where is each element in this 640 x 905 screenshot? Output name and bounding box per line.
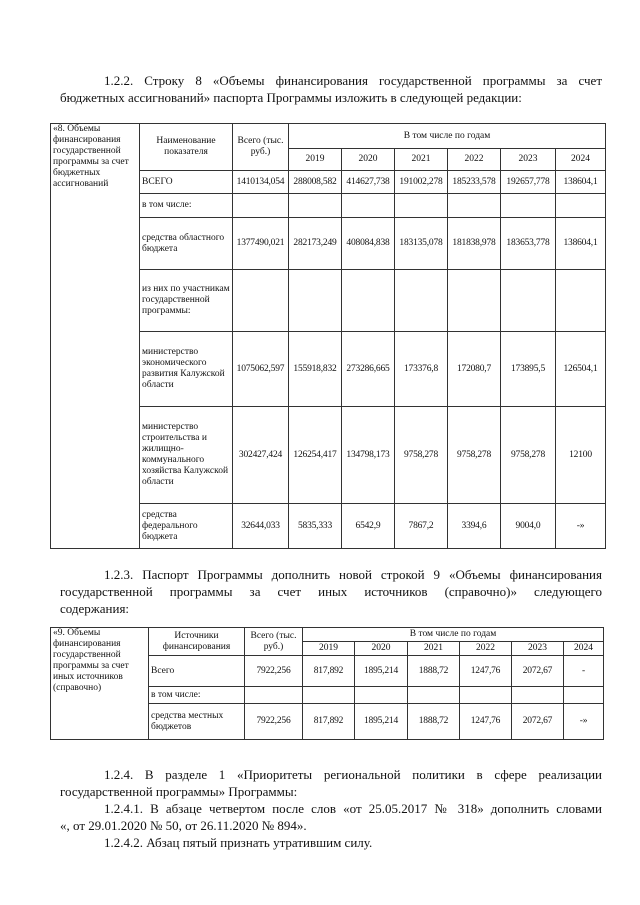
- row-label: из них по участникам государственной программы:: [140, 270, 233, 332]
- row-title-cell: «8. Объемы финансирования государственной программы за счет бюджетных ассигнований: [51, 124, 140, 549]
- cell-value: 2072,67: [512, 704, 564, 740]
- cell-value: [395, 194, 448, 218]
- cell-value: 408084,838: [342, 218, 395, 270]
- cell-total: [233, 270, 289, 332]
- text-line: 1.2.4. В разделе 1 «Приоритеты региональной политики в сфере реализации: [104, 767, 602, 782]
- cell-value: 138604,1: [556, 171, 606, 194]
- cell-value: 126504,1: [556, 332, 606, 407]
- cell-value: -»: [564, 704, 604, 740]
- header-year: 2020: [355, 642, 408, 656]
- cell-value: [564, 687, 604, 704]
- cell-value: [556, 270, 606, 332]
- cell-value: 7867,2: [395, 504, 448, 549]
- header-year: 2024: [556, 149, 606, 171]
- cell-value: -: [564, 656, 604, 687]
- financing-table-other-sources: [50, 627, 604, 740]
- cell-value: [501, 194, 556, 218]
- cell-value: 1247,76: [460, 704, 512, 740]
- cell-value: 9758,278: [501, 407, 556, 504]
- header-year: 2024: [564, 642, 604, 656]
- cell-value: 183653,778: [501, 218, 556, 270]
- cell-value: [460, 687, 512, 704]
- cell-value: 1247,76: [460, 656, 512, 687]
- text-line: 1.2.4.1. В абзаце четвертом после слов «от 25.05.2017 № 318» дополнить словами: [104, 801, 602, 816]
- cell-value: [342, 270, 395, 332]
- header-year: 2021: [408, 642, 460, 656]
- header-years-group: В том числе по годам: [303, 628, 604, 642]
- row-label: министерство строительства и жилищно-коммунального хозяйства Калужской области: [140, 407, 233, 504]
- row-title-cell: «9. Объемы финансирования государственной программы за счет иных источников (справочно): [51, 628, 149, 740]
- financing-table-budget: [50, 123, 606, 549]
- cell-value: 5835,333: [289, 504, 342, 549]
- cell-value: [289, 194, 342, 218]
- cell-total: 7922,256: [245, 656, 303, 687]
- cell-value: 173895,5: [501, 332, 556, 407]
- cell-value: [355, 687, 408, 704]
- cell-value: 817,892: [303, 704, 355, 740]
- paragraph-1-2-2: [60, 72, 602, 106]
- header-total: Всего (тыс. руб.): [233, 124, 289, 171]
- cell-value: [501, 270, 556, 332]
- cell-value: 273286,665: [342, 332, 395, 407]
- header-year: 2023: [501, 149, 556, 171]
- cell-value: 185233,578: [448, 171, 501, 194]
- row-label: в том числе:: [149, 687, 245, 704]
- cell-total: 7922,256: [245, 704, 303, 740]
- row-label: Всего: [149, 656, 245, 687]
- cell-value: 414627,738: [342, 171, 395, 194]
- text-line: государственной программы за счет иных источников (справочно)» следующего: [60, 584, 602, 599]
- cell-value: 183135,078: [395, 218, 448, 270]
- cell-value: 1895,214: [355, 656, 408, 687]
- header-year: 2021: [395, 149, 448, 171]
- cell-value: [556, 194, 606, 218]
- paragraph-1-2-4-1: [60, 800, 602, 834]
- cell-value: 134798,173: [342, 407, 395, 504]
- text-line: 1.2.4.2. Абзац пятый признать утратившим силу.: [104, 835, 373, 850]
- text-line: государственной программы» Программы:: [60, 784, 298, 799]
- text-line: бюджетных ассигнований» паспорта Программы изложить в следующей редакции:: [60, 90, 522, 105]
- cell-value: 1888,72: [408, 704, 460, 740]
- row-label: средства областного бюджета: [140, 218, 233, 270]
- paragraph-1-2-4: [60, 766, 602, 800]
- cell-value: [448, 194, 501, 218]
- cell-value: 191002,278: [395, 171, 448, 194]
- row-label: средства местных бюджетов: [149, 704, 245, 740]
- cell-value: [289, 270, 342, 332]
- cell-value: [512, 687, 564, 704]
- cell-value: -»: [556, 504, 606, 549]
- cell-value: 172080,7: [448, 332, 501, 407]
- text-line: 1.2.3. Паспорт Программы дополнить новой строкой 9 «Объемы финансирования: [104, 567, 602, 582]
- cell-total: [233, 194, 289, 218]
- header-year: 2022: [448, 149, 501, 171]
- row-label: средства федерального бюджета: [140, 504, 233, 549]
- cell-total: 1410134,054: [233, 171, 289, 194]
- header-name: Наименование показателя: [140, 124, 233, 171]
- cell-value: 173376,8: [395, 332, 448, 407]
- header-years-group: В том числе по годам: [289, 124, 606, 149]
- cell-value: 126254,417: [289, 407, 342, 504]
- cell-value: 9758,278: [395, 407, 448, 504]
- row-label: министерство экономического развития Калужской области: [140, 332, 233, 407]
- cell-value: 1895,214: [355, 704, 408, 740]
- header-year: 2022: [460, 642, 512, 656]
- header-year: 2019: [289, 149, 342, 171]
- text-line: 1.2.2. Строку 8 «Объемы финансирования государственной программы за счет: [104, 73, 602, 88]
- cell-value: 138604,1: [556, 218, 606, 270]
- cell-value: 9004,0: [501, 504, 556, 549]
- cell-value: 181838,978: [448, 218, 501, 270]
- cell-value: 192657,778: [501, 171, 556, 194]
- header-total: Всего (тыс. руб.): [245, 628, 303, 656]
- cell-value: 1888,72: [408, 656, 460, 687]
- header-name: Источники финансирования: [149, 628, 245, 656]
- cell-value: 12100: [556, 407, 606, 504]
- cell-value: 817,892: [303, 656, 355, 687]
- cell-value: 2072,67: [512, 656, 564, 687]
- cell-value: 155918,832: [289, 332, 342, 407]
- cell-value: 9758,278: [448, 407, 501, 504]
- cell-value: 288008,582: [289, 171, 342, 194]
- cell-total: 1075062,597: [233, 332, 289, 407]
- cell-value: [303, 687, 355, 704]
- paragraph-1-2-3: [60, 566, 602, 617]
- cell-value: 282173,249: [289, 218, 342, 270]
- cell-value: 6542,9: [342, 504, 395, 549]
- cell-value: [408, 687, 460, 704]
- header-year: 2020: [342, 149, 395, 171]
- cell-total: 1377490,021: [233, 218, 289, 270]
- row-label: ВСЕГО: [140, 171, 233, 194]
- header-year: 2019: [303, 642, 355, 656]
- text-line: содержания:: [60, 601, 130, 616]
- cell-value: [395, 270, 448, 332]
- header-year: 2023: [512, 642, 564, 656]
- cell-total: 302427,424: [233, 407, 289, 504]
- cell-total: [245, 687, 303, 704]
- cell-value: [448, 270, 501, 332]
- row-label: в том числе:: [140, 194, 233, 218]
- cell-total: 32644,033: [233, 504, 289, 549]
- text-line: «, от 29.01.2020 № 50, от 26.11.2020 № 894».: [60, 818, 307, 833]
- cell-value: [342, 194, 395, 218]
- cell-value: 3394,6: [448, 504, 501, 549]
- paragraph-1-2-4-2: [60, 834, 602, 851]
